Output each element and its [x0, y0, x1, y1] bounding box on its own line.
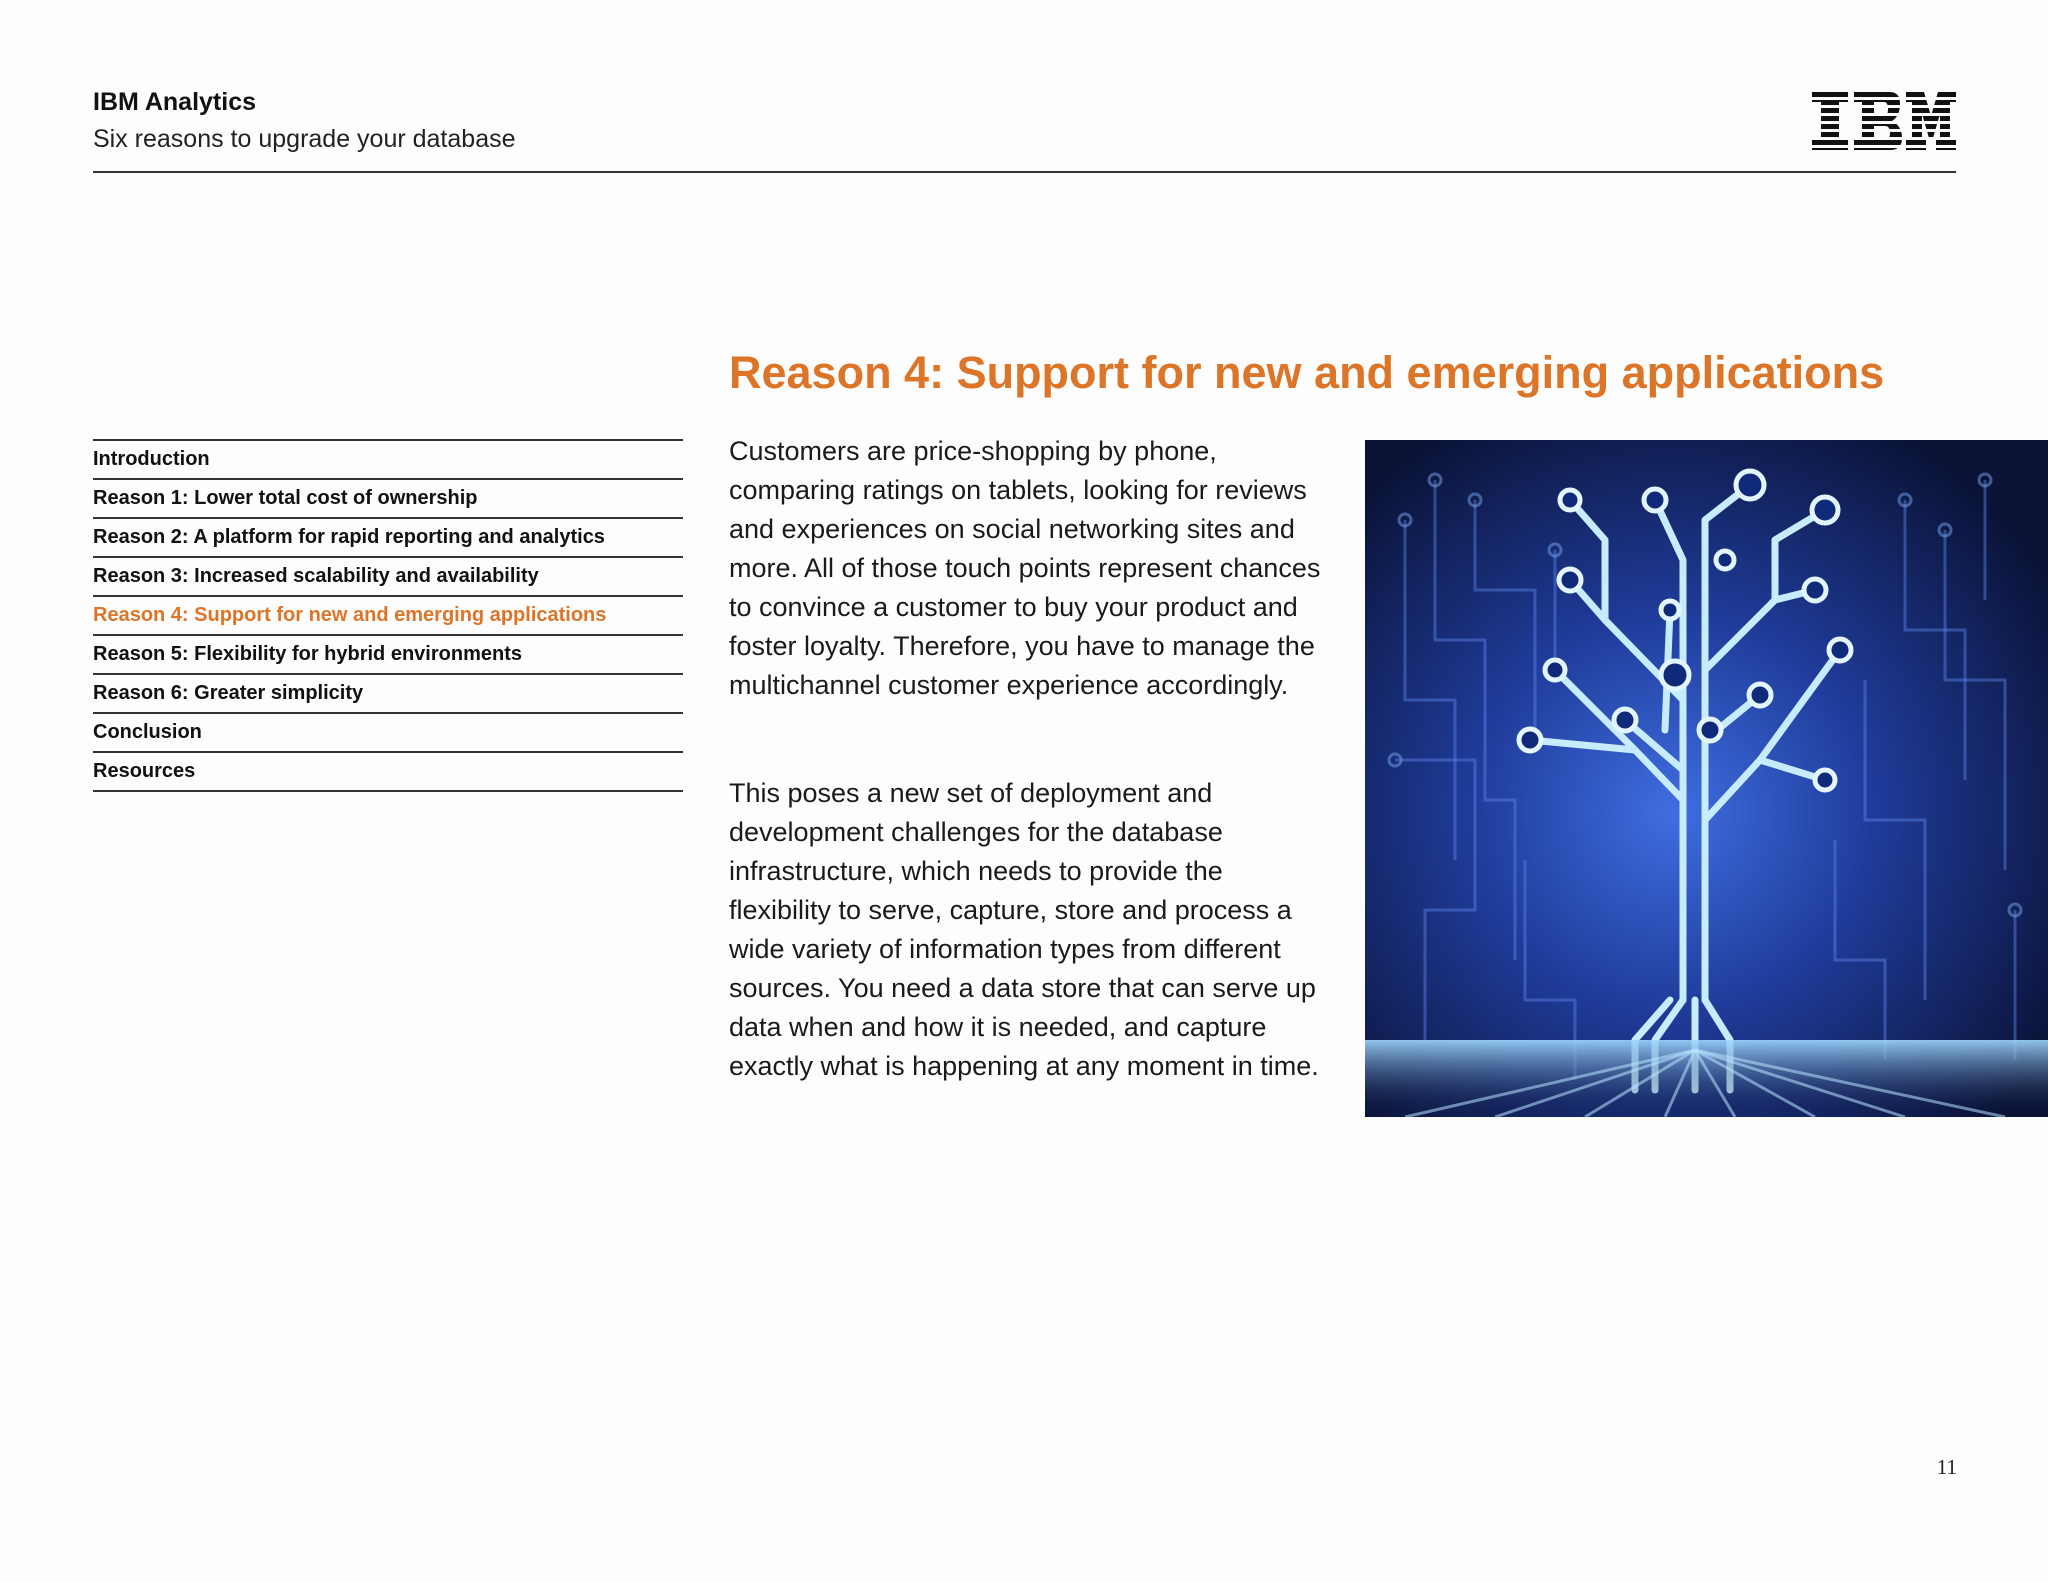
toc-item-reason-5[interactable]: Reason 5: Flexibility for hybrid environments: [93, 636, 683, 675]
header-brand: IBM Analytics: [93, 88, 257, 116]
toc-item-introduction[interactable]: Introduction: [93, 441, 683, 480]
circuit-tree-icon: [1365, 440, 2048, 1117]
toc-item-reason-1[interactable]: Reason 1: Lower total cost of ownership: [93, 480, 683, 519]
table-of-contents: [93, 439, 683, 792]
body-paragraph: This poses a new set of deployment and development challenges for the database infrastructure, which needs to provide the flexibility to serve, capture, store and process a wide variety of information types from different sources. You need a data store that can serve up data when and how it is needed, and capture exactly what is happening at any moment in time.: [729, 778, 1319, 1081]
section-title: Reason 4: Support for new and emerging applications: [729, 347, 1885, 398]
ibm-logo-icon: [1812, 92, 1956, 150]
body-paragraph: Customers are price-shopping by phone, comparing ratings on tablets, looking for reviews and experiences on social networking sites and more. All of those touch points represent chances to convince a customer to buy your product and foster loyalty. Therefore, you have to manage the multichannel customer experience accordingly.: [729, 436, 1321, 700]
toc-item-reason-3[interactable]: Reason 3: Increased scalability and availability: [93, 558, 683, 597]
toc-item-resources[interactable]: Resources: [93, 753, 683, 792]
header-divider: [93, 171, 1956, 173]
toc-item-reason-6[interactable]: Reason 6: Greater simplicity: [93, 675, 683, 714]
toc-item-reason-4[interactable]: Reason 4: Support for new and emerging applications: [93, 597, 683, 636]
toc-item-conclusion[interactable]: Conclusion: [93, 714, 683, 753]
toc-item-reason-2[interactable]: Reason 2: A platform for rapid reporting and analytics: [93, 519, 683, 558]
page-number: 11: [1936, 1455, 1957, 1479]
header-subtitle: Six reasons to upgrade your database: [93, 125, 516, 153]
